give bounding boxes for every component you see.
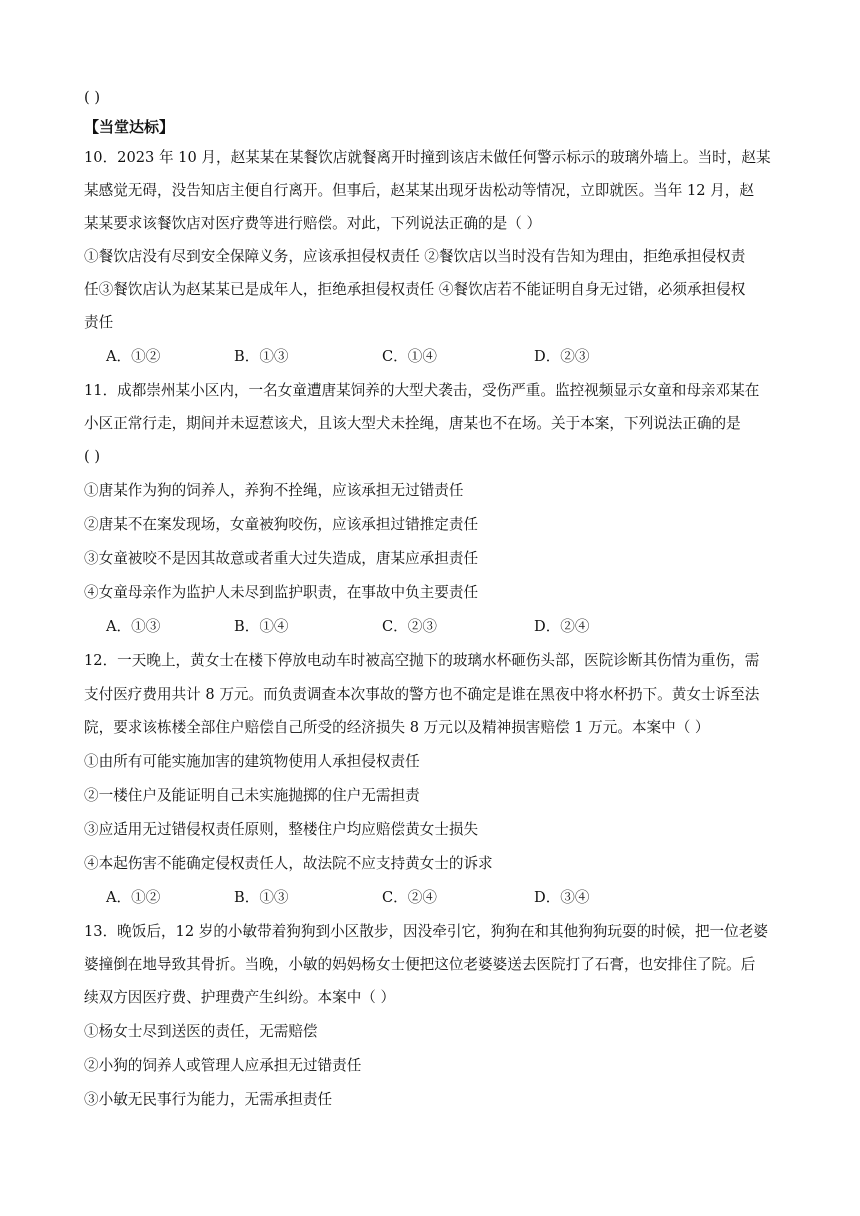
question-line: 12．一天晚上，黄女士在楼下停放电动车时被高空抛下的玻璃水杯砸伤头部，医院诊断其伤情为重伤，需 <box>84 652 760 669</box>
question-line: ①杨女士尽到送医的责任，无需赔偿 <box>84 1023 318 1040</box>
option-d: D．③④ <box>534 889 590 906</box>
option-a: A．①③ <box>106 618 161 635</box>
option-d: D．②④ <box>534 618 590 635</box>
question-line: ( ) <box>84 448 101 465</box>
option-c: C．②③ <box>382 618 437 635</box>
option-d: D．②③ <box>534 348 590 365</box>
answer-blank-paren: ( ) <box>84 89 101 106</box>
question-line: ②小狗的饲养人或管理人应承担无过错责任 <box>84 1057 362 1074</box>
option-b: B．①③ <box>234 348 289 365</box>
question-line: ④本起伤害不能确定侵权责任人，故法院不应支持黄女士的诉求 <box>84 855 493 872</box>
section-title: 【当堂达标】 <box>84 118 175 136</box>
question-line: 小区正常行走，期间并未逗惹该犬，且该大型犬未拴绳，唐某也不在场。关于本案，下列说法正确的是 <box>84 415 741 432</box>
question-line: 11．成都崇州某小区内，一名女童遭唐某饲养的大型犬袭击，受伤严重。监控视频显示女童和母亲邓某在 <box>84 382 760 399</box>
option-a: A．①② <box>106 889 161 906</box>
question-line: 婆撞倒在地导致其骨折。当晚，小敏的妈妈杨女士便把这位老婆婆送去医院打了石膏，也安排住了院。后 <box>84 956 756 973</box>
option-b: B．①④ <box>234 618 289 635</box>
question-line: 续双方因医疗费、护理费产生纠纷。本案中（ ） <box>84 989 396 1006</box>
question-line: ③女童被咬不是因其故意或者重大过失造成，唐某应承担责任 <box>84 550 479 567</box>
question-line: 院，要求该栋楼全部住户赔偿自己所受的经济损失 8 万元以及精神损害赔偿 1 万元。本案中（ ） <box>84 719 710 736</box>
question-line: 某某要求该餐饮店对医疗费等进行赔偿。对此，下列说法正确的是（ ） <box>84 215 542 232</box>
question-line: ③小敏无民事行为能力，无需承担责任 <box>84 1091 333 1108</box>
question-line: 任③餐饮店认为赵某某已是成年人，拒绝承担侵权责任 ④餐饮店若不能证明自身无过错，必须承担侵权 <box>84 281 746 298</box>
question-line: ①由所有可能实施加害的建筑物使用人承担侵权责任 <box>84 753 420 770</box>
question-line: 13．晚饭后，12 岁的小敏带着狗狗到小区散步，因没牵引它，狗狗在和其他狗狗玩耍的时候，把一位老婆 <box>84 923 768 940</box>
question-line: 责任 <box>84 314 114 331</box>
option-b: B．①③ <box>234 889 289 906</box>
question-line: ②唐某不在案发现场，女童被狗咬伤，应该承担过错推定责任 <box>84 516 479 533</box>
question-line: ①餐饮店没有尽到安全保障义务，应该承担侵权责任 ②餐饮店以当时没有告知为理由，拒绝承担侵权责 <box>84 248 746 265</box>
question-line: 某感觉无碍，没告知店主便自行离开。但事后，赵某某出现牙齿松动等情况，立即就医。当年 12 月，赵 <box>84 182 754 199</box>
question-line: ③应适用无过错侵权责任原则，整楼住户均应赔偿黄女士损失 <box>84 821 479 838</box>
option-c: C．①④ <box>382 348 437 365</box>
question-line: 10．2023 年 10 月，赵某某在某餐饮店就餐离开时撞到该店未做任何警示标示的玻璃外墙上。当时，赵某 <box>84 149 771 166</box>
question-line: ②一楼住户及能证明自己未实施抛掷的住户无需担责 <box>84 787 420 804</box>
question-line: 支付医疗费用共计 8 万元。而负责调查本次事故的警方也不确定是谁在黑夜中将水杯扔下。黄女士诉至法 <box>84 686 760 703</box>
question-line: ①唐某作为狗的饲养人，养狗不拴绳，应该承担无过错责任 <box>84 482 464 499</box>
option-c: C．②④ <box>382 889 437 906</box>
question-line: ④女童母亲作为监护人未尽到监护职责，在事故中负主要责任 <box>84 584 479 601</box>
option-a: A．①② <box>106 348 161 365</box>
